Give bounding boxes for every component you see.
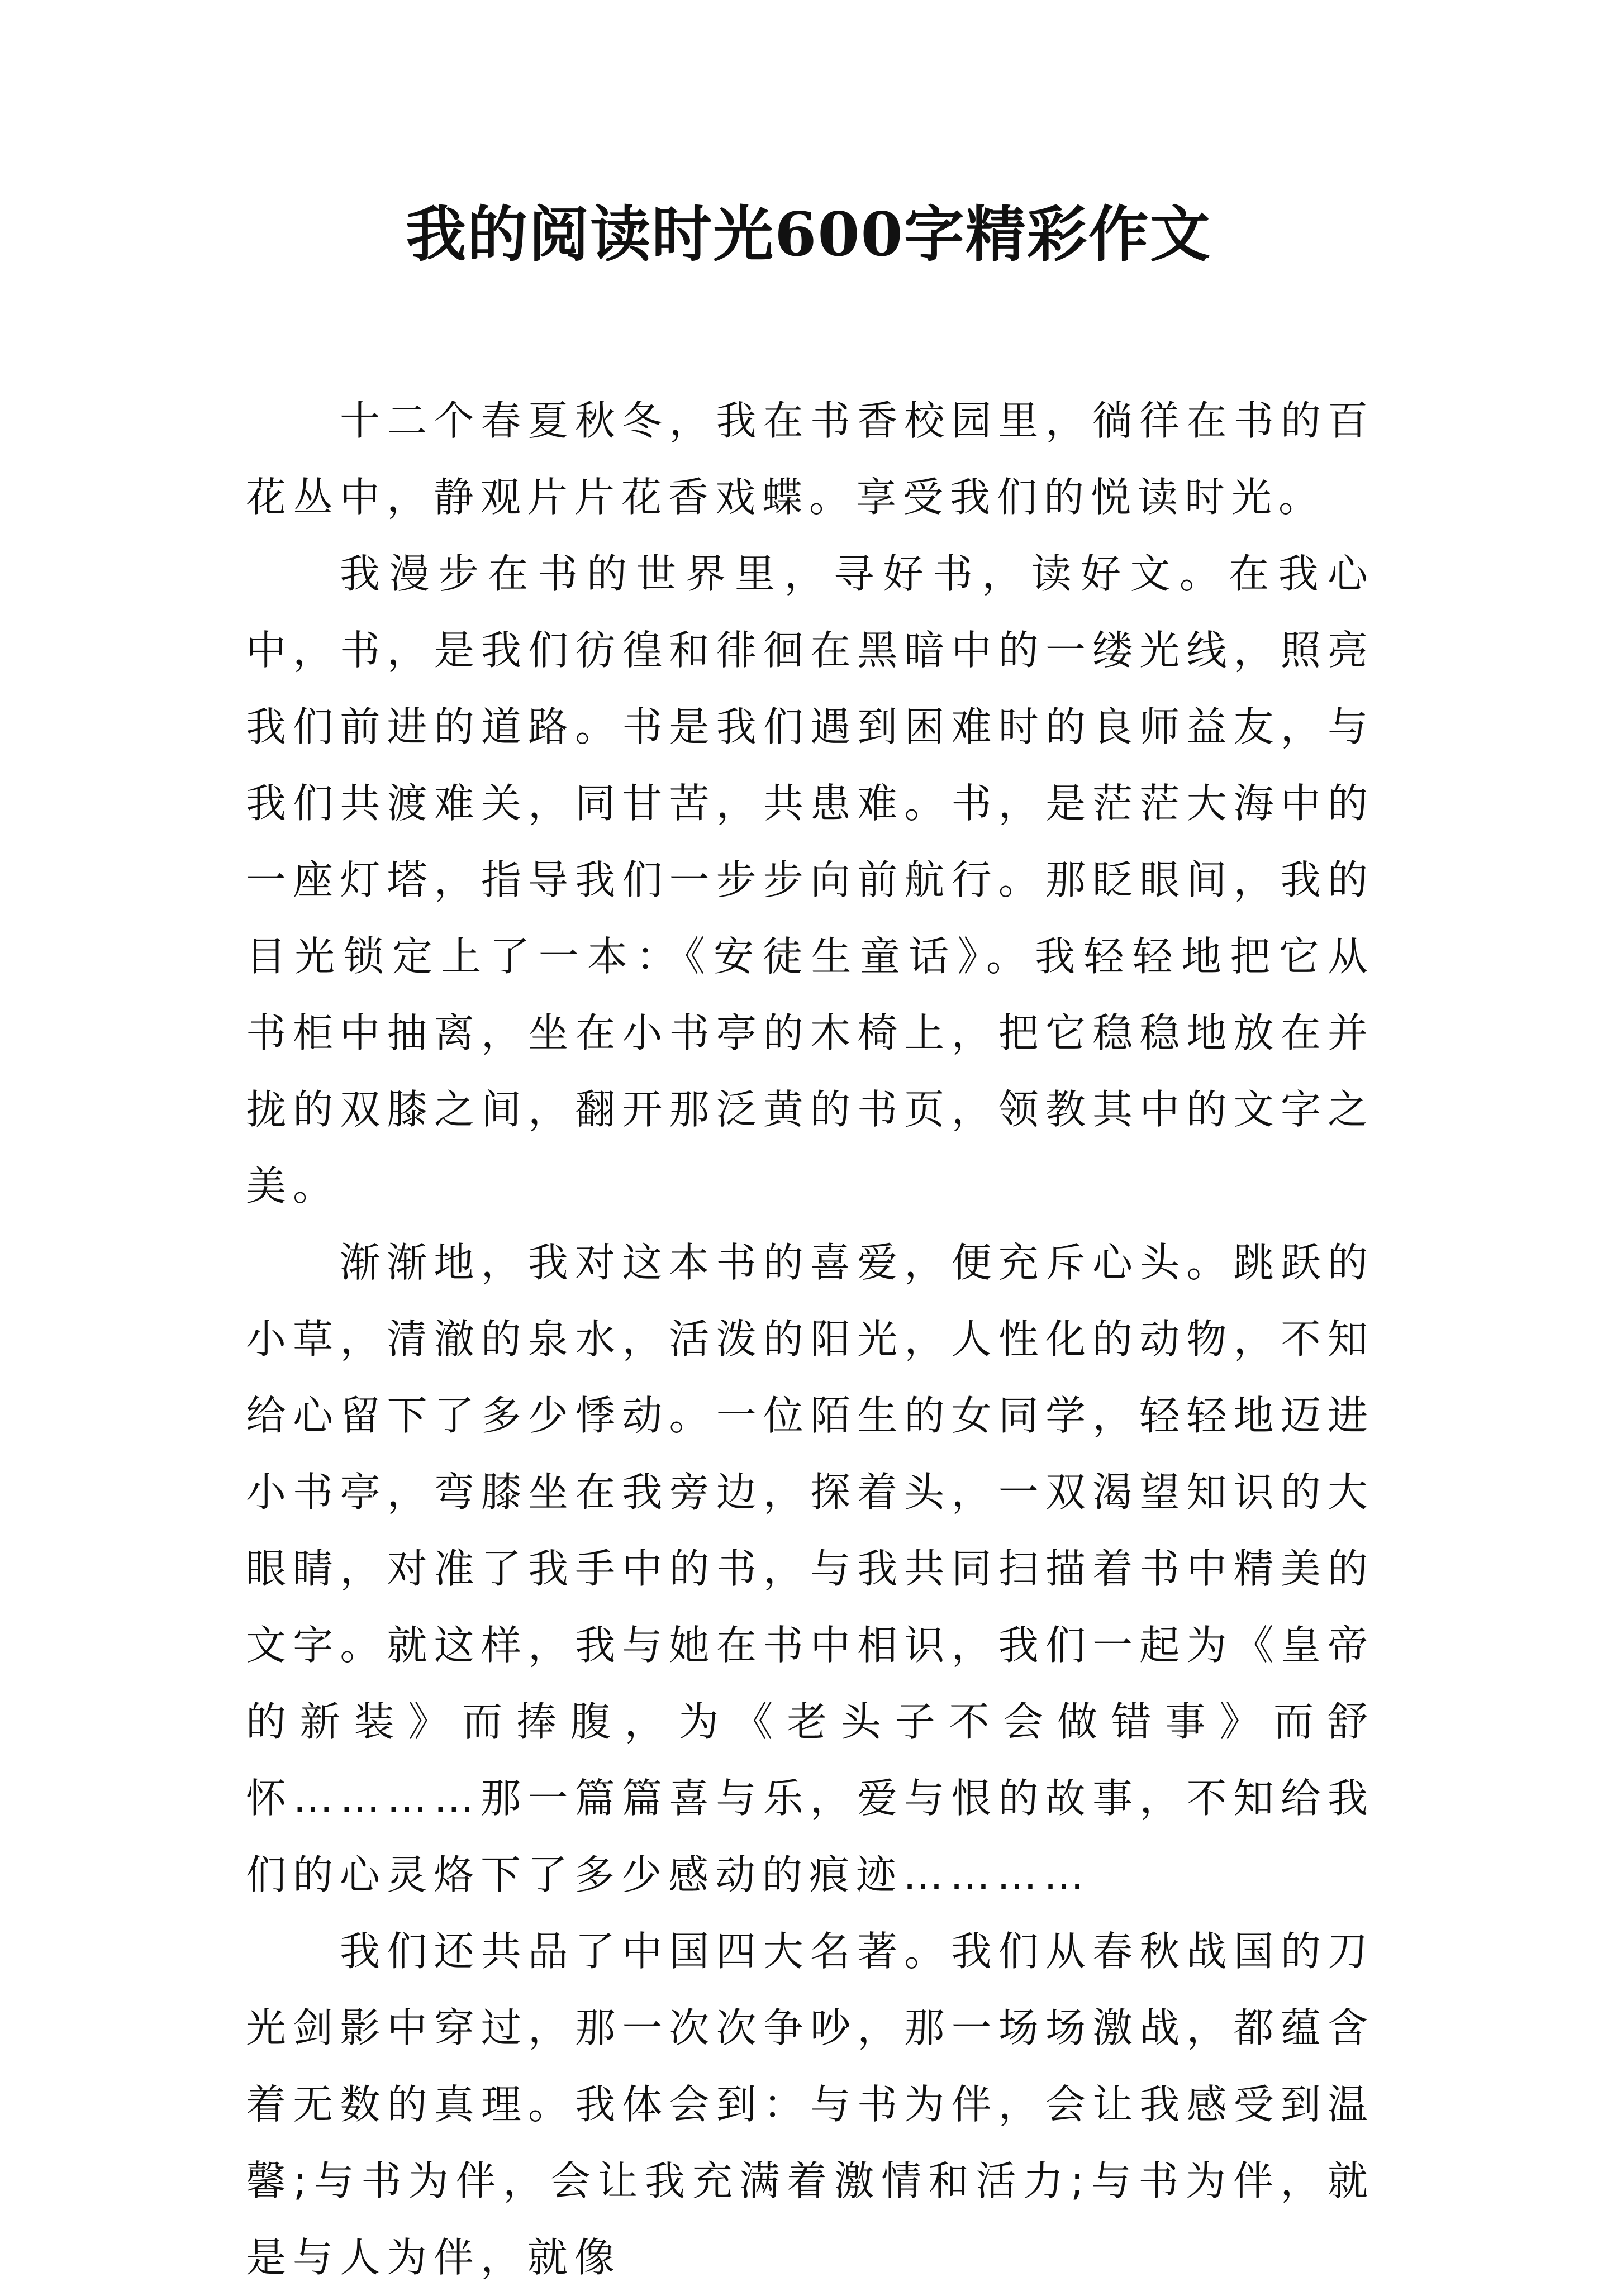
essay-body (246, 383, 1375, 2296)
paragraph-1: 十二个春夏秋冬，我在书香校园里，徜徉在书的百花丛中，静观片片花香戏蝶。享受我们的悦读时光。 (246, 397, 1375, 521)
paragraph-3: 渐渐地，我对这本书的喜爱，便充斥心头。跳跃的小草，清澈的泉水，活泼的阳光，人性化的动物，不知给心留下了多少悸动。一位陌生的女同学，轻轻地迈进小书亭，弯膝坐在我旁边，探着头，一双渴望知识的大眼睛，对准了我手中的书，与我共同扫描着书中精美的文字。就这样，我与她在书中相识，我们一起为《皇帝的新装》而捧腹，为《老头子不会做错事》而舒怀…………那一篇篇喜与乐，爱与恨的故事，不知给我们的心灵烙下了多少感动的痕迹………… (246, 1239, 1375, 1898)
paragraph-2: 我漫步在书的世界里，寻好书，读好文。在我心中，书，是我们彷徨和徘徊在黑暗中的一缕光线，照亮我们前进的道路。书是我们遇到困难时的良师益友，与我们共渡难关，同甘苦，共患难。书，是茫茫大海中的一座灯塔，指导我们一步步向前航行。那眨眼间，我的目光锁定上了一本：《安徒生童话》。我轻轻地把它从书柜中抽离，坐在小书亭的木椅上，把它稳稳地放在并拢的双膝之间，翻开那泛黄的书页，领教其中的文字之美。 (246, 550, 1375, 1209)
paragraph-4: 我们还共品了中国四大名著。我们从春秋战国的刀光剑影中穿过，那一次次争吵，那一场场激战，都蕴含着无数的真理。我体会到：与书为伴，会让我感受到温馨;与书为伴，会让我充满着激情和活力;与书为伴，就是与人为伴，就像 (246, 1928, 1375, 2281)
page-title: 我的阅读时光600字精彩作文 (406, 199, 1211, 270)
